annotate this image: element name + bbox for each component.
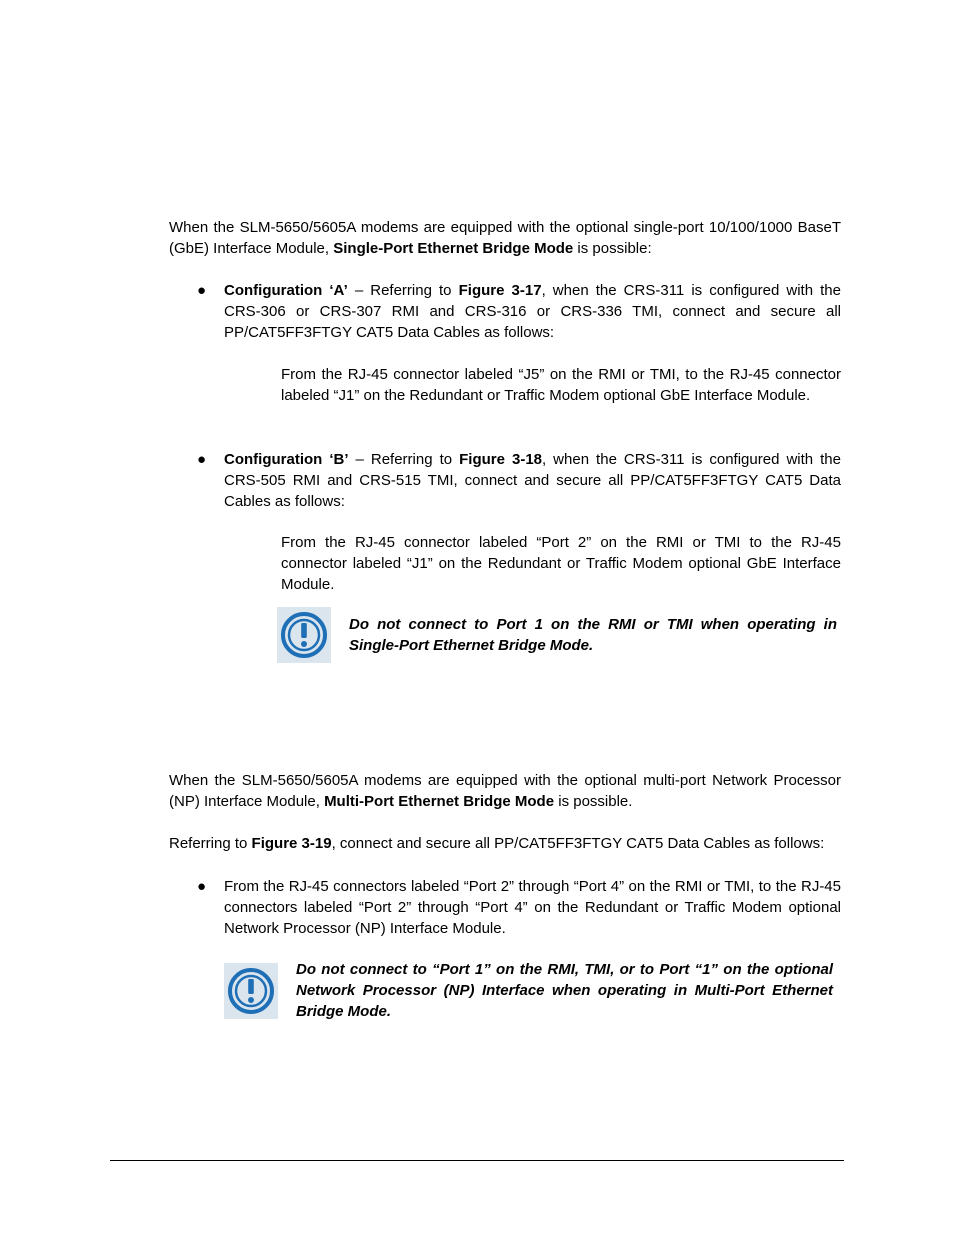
config-a-detail: From the RJ-45 connector labeled “J5” on the RMI or TMI, to the RJ-45 connector labeled “J1” on the Redundant or Traffic Modem optional GbE Interface Module. <box>281 366 841 404</box>
important-notice-icon <box>224 963 278 1019</box>
config-b-paragraph: Configuration ‘B’ – Referring to Figure 3-18, when the CRS-311 is configured with the CRS-505 RMI and CRS-515 TMI, connect and secure all PP/CAT5FF3FTGY CAT5 Data Cables as follows: <box>224 451 841 510</box>
important-notice-icon <box>277 607 331 663</box>
single-port-note: Do not connect to Port 1 on the RMI or TMI when operating in Single-Port Ethernet Bridge Mode. <box>349 616 837 654</box>
config-a-paragraph: Configuration ‘A’ – Referring to Figure 3-17, when the CRS-311 is configured with the CRS-306 or CRS-307 RMI and CRS-316 or CRS-336 TMI, connect and secure all PP/CAT5FF3FTGY CAT5 Data Cables as follows: <box>224 282 841 341</box>
footer-rule <box>110 1160 844 1161</box>
bullet-icon: ● <box>197 451 207 468</box>
multi-port-note: Do not connect to “Port 1” on the RMI, TMI, or to Port “1” on the optional Network Processor (NP) Interface when operating in Multi-Port Ethernet Bridge Mode. <box>296 961 833 1020</box>
config-b-detail: From the RJ-45 connector labeled “Port 2” on the RMI or TMI to the RJ-45 connector labeled “J1” on the Redundant or Traffic Modem optional GbE Interface Module. <box>281 534 841 593</box>
multi-port-bullet: From the RJ-45 connectors labeled “Port 2” through “Port 4” on the RMI or TMI, to the RJ-45 connectors labeled “Port 2” through “Port 4” on the Redundant or Traffic Modem optional Network Processor (NP) Interface Module. <box>224 878 841 937</box>
bullet-icon: ● <box>197 878 207 895</box>
bullet-icon: ● <box>197 282 207 299</box>
multi-port-referring: Referring to Figure 3-19, connect and secure all PP/CAT5FF3FTGY CAT5 Data Cables as follows: <box>169 835 825 852</box>
multi-port-intro: When the SLM-5650/5605A modems are equipped with the optional multi-port Network Processor (NP) Interface Module, Multi-Port Ethernet Bridge Mode is possible. <box>169 772 841 810</box>
single-port-intro: When the SLM-5650/5605A modems are equipped with the optional single-port 10/100/1000 BaseT (GbE) Interface Module, Single-Port Ethernet Bridge Mode is possible: <box>169 219 841 257</box>
